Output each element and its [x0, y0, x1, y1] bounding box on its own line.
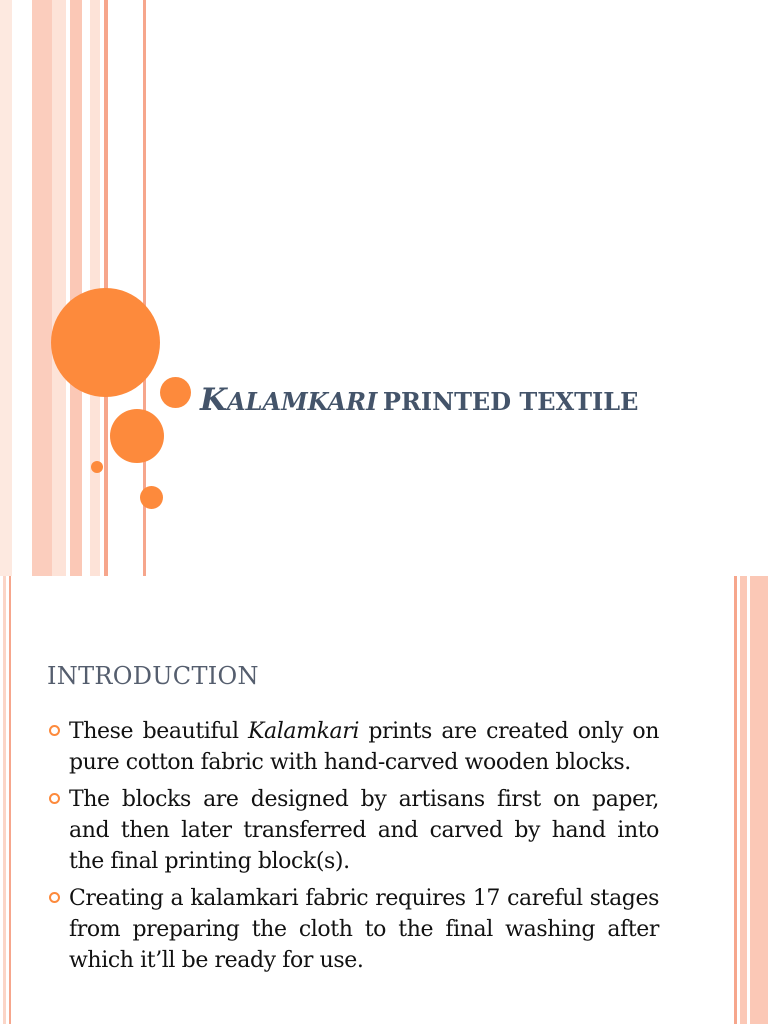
bullet-icon	[49, 793, 60, 804]
decor-stripe	[740, 576, 747, 1024]
bullet-item	[47, 883, 659, 976]
decor-circle	[160, 377, 191, 408]
bullet-list	[47, 716, 659, 982]
decor-stripe	[3, 576, 6, 1024]
title-initial: K	[200, 382, 227, 418]
decor-stripe	[750, 576, 768, 1024]
decor-circle	[110, 409, 164, 463]
bullet-text: Creating a kalamkari fabric requires 17 careful stages from preparing the cloth to the final washing after which it’ll be ready for use.	[69, 886, 659, 973]
decor-circle	[91, 461, 103, 473]
decor-stripe	[52, 0, 66, 576]
bullet-text-part: prints are created only on pure cotton fabric with hand-carved wooden blocks.	[69, 719, 659, 775]
decor-stripe	[70, 0, 82, 576]
bullet-icon	[49, 725, 60, 736]
slide-title	[200, 378, 638, 427]
decor-stripe	[12, 0, 32, 576]
decor-stripe	[0, 0, 12, 576]
section-heading: INTRODUCTION	[47, 662, 259, 690]
title-word-kalamkari: ALAMKARI	[226, 387, 378, 416]
bullet-icon	[49, 892, 60, 903]
content-slide	[0, 576, 768, 1024]
decor-stripe	[9, 576, 11, 1024]
decor-circle	[140, 486, 163, 509]
decor-stripe	[734, 576, 737, 1024]
bullet-text-part: These beautiful	[69, 719, 248, 744]
bullet-item	[47, 716, 659, 778]
bullet-item	[47, 784, 659, 877]
bullet-text-italic: Kalamkari	[248, 719, 359, 744]
decor-stripe	[82, 0, 90, 576]
decor-circle-large	[51, 288, 160, 397]
title-subtitle: PRINTED TEXTILE	[382, 387, 639, 416]
bullet-text	[69, 716, 659, 778]
bullet-text: The blocks are designed by artisans first on paper, and then later transferred and carved by hand into the final printing block(s).	[69, 787, 659, 874]
decor-stripe	[32, 0, 52, 576]
